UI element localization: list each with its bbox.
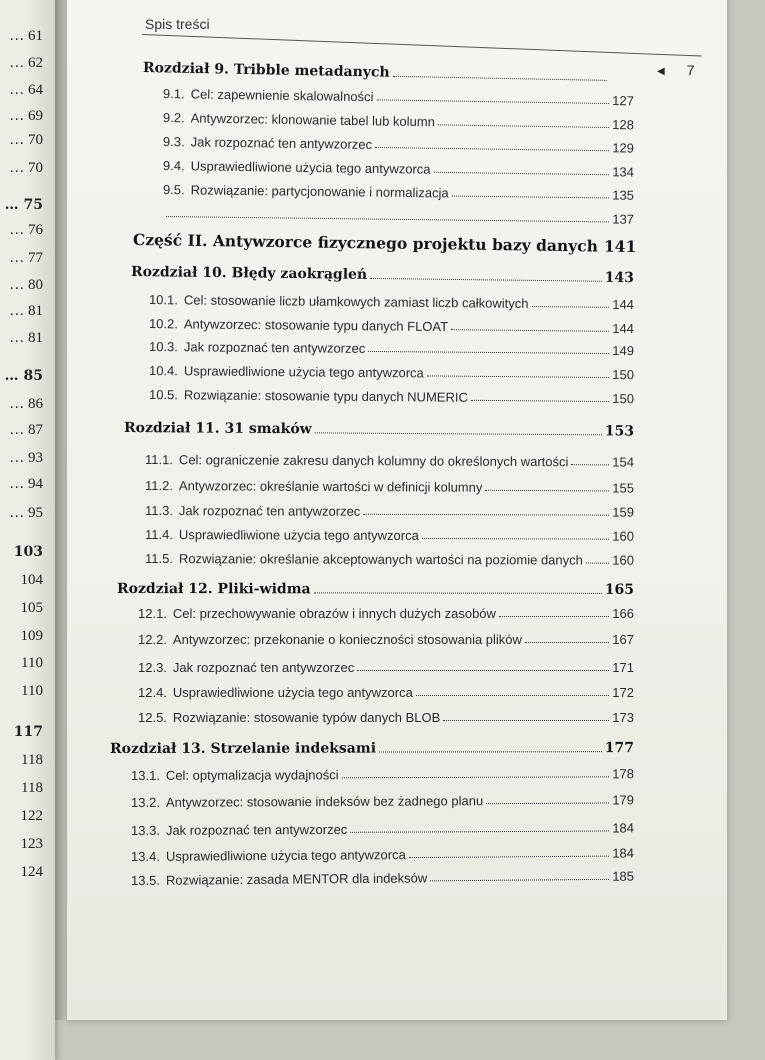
left-page-number: … 81 bbox=[9, 330, 43, 347]
toc-title-text: Rozdział 9. Tribble metadanych bbox=[143, 60, 390, 81]
left-page-number: 105 bbox=[21, 600, 44, 617]
left-page-number: … 93 bbox=[9, 450, 43, 467]
left-page-number: … 62 bbox=[9, 55, 43, 72]
toc-section-number: 12.1. bbox=[138, 606, 167, 621]
toc-title-text: Jak rozpoznać ten antywzorzec bbox=[184, 339, 365, 356]
left-page-number: 110 bbox=[21, 655, 43, 672]
left-page-number: 109 bbox=[21, 628, 44, 645]
toc-section-entry bbox=[163, 206, 634, 227]
toc-page-number: 185 bbox=[612, 869, 634, 884]
toc-entry-title bbox=[163, 158, 431, 177]
toc-title-text: Rozdział 13. Strzelanie indeksami bbox=[110, 741, 376, 757]
dot-leader bbox=[342, 776, 610, 778]
toc-page-number: 171 bbox=[612, 660, 634, 675]
left-page-number: 122 bbox=[21, 808, 44, 825]
toc-page-number: 184 bbox=[612, 845, 634, 860]
toc-entry-title bbox=[110, 741, 376, 757]
left-page-number: 117 bbox=[14, 724, 43, 740]
toc-section-entry bbox=[149, 292, 634, 312]
left-page-number: … 80 bbox=[9, 277, 43, 294]
dot-leader bbox=[438, 124, 609, 128]
dot-leader bbox=[430, 879, 609, 882]
toc-title-text: Rozwiązanie: zasada MENTOR dla indeksów bbox=[166, 870, 427, 887]
toc-section-number: 13.1. bbox=[131, 768, 160, 783]
dot-leader bbox=[368, 351, 609, 354]
toc-section-number: 10.3. bbox=[149, 339, 178, 354]
left-page-number: … 86 bbox=[9, 396, 43, 413]
left-page-number: 123 bbox=[21, 836, 44, 853]
toc-page-number: 165 bbox=[605, 582, 634, 598]
left-page-number: … 61 bbox=[9, 28, 43, 45]
toc-section-number: 13.5. bbox=[131, 873, 160, 888]
toc-page-number: 144 bbox=[612, 297, 634, 312]
dot-leader bbox=[531, 306, 609, 308]
toc-title-text: Rozdział 10. Błędy zaokrągleń bbox=[131, 264, 367, 283]
toc-section-entry bbox=[131, 869, 634, 888]
toc-section-entry bbox=[145, 478, 634, 496]
toc-page-number: 167 bbox=[612, 632, 634, 647]
toc-page-number: 150 bbox=[612, 367, 634, 382]
toc-entry-title bbox=[133, 230, 598, 255]
toc-entry-title bbox=[131, 793, 483, 810]
toc-page-number: 150 bbox=[612, 391, 634, 406]
toc-title-text: Jak rozpoznać ten antywzorzec bbox=[173, 660, 354, 675]
toc-page-number: 173 bbox=[612, 710, 634, 725]
toc-section-entry bbox=[149, 387, 634, 406]
left-page-number: 104 bbox=[21, 572, 44, 589]
toc-title-text: Jak rozpoznać ten antywzorzec bbox=[179, 503, 360, 519]
toc-entry-title bbox=[149, 363, 424, 380]
toc-page-number: 166 bbox=[612, 606, 634, 621]
dot-leader bbox=[315, 432, 602, 435]
toc-chapter-entry bbox=[110, 740, 634, 757]
toc-entry-title bbox=[163, 134, 372, 152]
toc-page-number: 153 bbox=[605, 423, 634, 439]
dot-leader bbox=[357, 670, 609, 671]
dot-leader bbox=[471, 400, 609, 402]
left-page-number: … 76 bbox=[9, 222, 43, 239]
left-page-number: 118 bbox=[21, 780, 43, 797]
toc-page-number: 143 bbox=[605, 270, 634, 286]
toc-title-text: Antywzorzec: klonowanie tabel lub kolumn bbox=[191, 110, 435, 129]
dot-leader bbox=[499, 616, 609, 617]
dot-leader bbox=[393, 76, 607, 81]
toc-entry-title bbox=[149, 316, 448, 334]
toc-section-entry bbox=[138, 710, 634, 725]
left-page-number: 118 bbox=[21, 752, 43, 769]
toc-entry-title bbox=[163, 110, 435, 129]
left-page-number: … 70 bbox=[9, 160, 43, 177]
toc-page-number: 129 bbox=[612, 140, 634, 155]
dot-leader bbox=[379, 751, 602, 752]
toc-section-entry bbox=[145, 452, 634, 470]
toc-page-number: 127 bbox=[612, 93, 634, 108]
toc-page-number: 159 bbox=[612, 505, 634, 520]
left-page-number: … 85 bbox=[5, 368, 43, 384]
toc-chapter-entry bbox=[124, 420, 634, 440]
toc-entry-title bbox=[131, 822, 347, 838]
toc-section-number: 11.4. bbox=[145, 527, 173, 542]
toc-title-text: Antywzorzec: przekonanie o konieczności stosowania plików bbox=[173, 632, 522, 647]
folio-marker-icon: ◀ bbox=[657, 66, 665, 77]
dot-leader bbox=[416, 695, 609, 696]
toc-section-entry bbox=[163, 86, 634, 108]
left-page-number: … 81 bbox=[9, 303, 43, 320]
toc-section-number: 9.2. bbox=[163, 110, 185, 125]
folio-number: 7 bbox=[687, 62, 695, 78]
toc-section-number: 12.5. bbox=[138, 710, 167, 725]
toc-page-number: 155 bbox=[612, 480, 634, 495]
toc-section-entry bbox=[163, 158, 634, 180]
toc-section-entry bbox=[131, 845, 634, 864]
dot-leader bbox=[427, 375, 609, 378]
toc-section-number: 10.1. bbox=[149, 292, 178, 307]
toc-page-number: 179 bbox=[612, 792, 634, 807]
toc-page-number: 128 bbox=[612, 117, 634, 132]
toc-section-number: 9.4. bbox=[163, 158, 185, 173]
toc-section-number: 11.5. bbox=[145, 551, 173, 566]
toc-page-number: 172 bbox=[612, 685, 634, 700]
toc-entry-title bbox=[145, 452, 568, 469]
left-page-number: 110 bbox=[21, 683, 43, 700]
toc-title-text: Rozwiązanie: stosowanie typu danych NUMERIC bbox=[184, 387, 468, 404]
toc-section-entry bbox=[149, 316, 634, 336]
toc-title-text: Usprawiedliwione użycia tego antywzorca bbox=[184, 363, 424, 380]
toc-entry-title bbox=[145, 527, 419, 543]
toc-title-text: Antywzorzec: określanie wartości w definicji kolumny bbox=[179, 478, 483, 495]
left-page-number: … 69 bbox=[9, 108, 43, 125]
left-page-number: … 94 bbox=[9, 476, 43, 493]
toc-chapter-entry bbox=[143, 60, 610, 85]
toc-page-number: 144 bbox=[612, 321, 634, 336]
toc-entry-title bbox=[138, 710, 440, 725]
toc-entry-title bbox=[131, 767, 339, 783]
dot-leader bbox=[422, 538, 609, 540]
toc-title-text: Rozdział 12. Pliki-widma bbox=[117, 581, 311, 597]
dot-leader bbox=[166, 216, 609, 222]
toc-entry-title bbox=[131, 870, 427, 888]
toc-section-number: 13.4. bbox=[131, 849, 160, 864]
left-page-number: … 64 bbox=[9, 82, 43, 99]
toc-title-text: Usprawiedliwione użycia tego antywzorca bbox=[173, 685, 413, 700]
toc-title-text: Usprawiedliwione użycia tego antywzorca bbox=[166, 847, 406, 864]
left-page-number: 103 bbox=[14, 544, 43, 560]
toc-entry-title bbox=[163, 182, 449, 200]
toc-title-text: Cel: stosowanie liczb ułamkowych zamiast liczb całkowitych bbox=[184, 292, 529, 311]
toc-section-entry bbox=[138, 685, 634, 700]
toc-page-number: 177 bbox=[605, 740, 634, 756]
left-page-number: … 87 bbox=[9, 422, 43, 439]
toc-page-number: 149 bbox=[612, 343, 634, 358]
toc-title-text: Rozdział 11. 31 smaków bbox=[124, 420, 312, 437]
toc-entry-title bbox=[145, 503, 360, 519]
toc-page-number: 137 bbox=[612, 211, 634, 226]
toc-title-text: Cel: przechowywanie obrazów i innych dużych zasobów bbox=[173, 606, 496, 621]
dot-leader bbox=[370, 278, 602, 282]
dot-leader bbox=[486, 802, 609, 804]
toc-entry-title bbox=[145, 478, 482, 495]
toc-entry-title bbox=[149, 387, 468, 405]
toc-entry-title bbox=[143, 60, 390, 81]
toc-entry-title bbox=[145, 551, 583, 568]
toc-section-number: 12.4. bbox=[138, 685, 167, 700]
toc-section-number: 11.3. bbox=[145, 503, 173, 518]
toc-entry-title bbox=[163, 86, 374, 104]
dot-leader bbox=[314, 592, 602, 594]
toc-section-number: 11.1. bbox=[145, 452, 173, 467]
toc-section-entry bbox=[145, 527, 634, 544]
toc-title-text: Jak rozpoznać ten antywzorzec bbox=[191, 134, 373, 152]
toc-section-entry bbox=[138, 606, 634, 621]
toc-entry-title bbox=[131, 847, 406, 864]
left-page-number: … 95 bbox=[9, 505, 43, 522]
toc-entry-title bbox=[117, 581, 311, 597]
toc-section-number: 13.2. bbox=[131, 795, 160, 810]
toc-section-entry bbox=[131, 766, 634, 783]
toc-page-number: 135 bbox=[612, 187, 634, 202]
toc-title-text: Usprawiedliwione użycia tego antywzorca bbox=[179, 527, 419, 543]
toc-section-number: 10.5. bbox=[149, 387, 178, 402]
toc-section-number: 12.2. bbox=[138, 632, 167, 647]
toc-section-entry bbox=[149, 363, 634, 382]
left-page-number: 124 bbox=[21, 864, 44, 881]
toc-entry-title bbox=[149, 339, 365, 356]
toc-title-text: Rozwiązanie: określanie akceptowanych wartości na poziomie danych bbox=[179, 551, 583, 567]
toc-section-entry bbox=[145, 551, 634, 568]
toc-section-entry bbox=[145, 503, 634, 520]
toc-chapter-entry bbox=[131, 264, 634, 286]
toc-entry-title bbox=[138, 632, 522, 647]
toc-entry-title bbox=[138, 660, 354, 675]
toc-title-text: Jak rozpoznać ten antywzorzec bbox=[166, 822, 347, 838]
toc-chapter-entry bbox=[117, 581, 634, 598]
toc-title-text: Cel: ograniczenie zakresu danych kolumny do określonych wartości bbox=[179, 452, 569, 469]
toc-section-number: 10.2. bbox=[149, 316, 178, 331]
toc-title-text: Cel: optymalizacja wydajności bbox=[166, 767, 339, 783]
toc-page-number: 160 bbox=[612, 529, 634, 544]
dot-leader bbox=[586, 563, 609, 564]
toc-page-number: 154 bbox=[612, 454, 634, 469]
dot-leader bbox=[363, 514, 609, 516]
dot-leader bbox=[525, 642, 609, 643]
toc-title-text: Rozwiązanie: stosowanie typów danych BLOB bbox=[173, 710, 440, 725]
toc-entry-title bbox=[131, 264, 367, 283]
toc-section-entry bbox=[163, 182, 634, 203]
dot-leader bbox=[485, 490, 609, 492]
dot-leader bbox=[571, 464, 609, 465]
toc-section-number: 9.1. bbox=[163, 86, 185, 101]
toc-section-number: 9.5. bbox=[163, 182, 185, 197]
toc-title-text: Cel: zapewnienie skalowalności bbox=[191, 86, 374, 104]
toc-section-number: 10.4. bbox=[149, 363, 178, 378]
dot-leader bbox=[434, 172, 610, 175]
toc-section-number: 12.3. bbox=[138, 660, 167, 675]
toc-entry-title bbox=[149, 292, 529, 311]
dot-leader bbox=[409, 856, 609, 858]
toc-page-number: 178 bbox=[612, 766, 634, 781]
dot-leader bbox=[350, 830, 609, 832]
toc-section-entry bbox=[149, 339, 634, 358]
dot-leader bbox=[443, 720, 609, 721]
toc-section-number: 13.3. bbox=[131, 823, 160, 838]
toc-section-entry bbox=[138, 632, 634, 647]
dot-leader bbox=[451, 329, 609, 332]
toc-section-entry bbox=[163, 134, 634, 156]
toc-section-entry bbox=[131, 792, 634, 810]
toc-page-number: 141 bbox=[604, 237, 637, 256]
toc-section-entry bbox=[138, 660, 634, 675]
toc-part-entry bbox=[133, 230, 634, 256]
left-page-number: … 77 bbox=[9, 250, 43, 267]
toc-section-number: 11.2. bbox=[145, 478, 173, 493]
toc-page-number: 134 bbox=[612, 164, 634, 179]
toc-title-text: Rozwiązanie: partycjonowanie i normalizacja bbox=[191, 182, 449, 200]
toc-entry-title bbox=[138, 606, 496, 621]
left-page-number: … 75 bbox=[5, 197, 43, 213]
toc-title-text: Antywzorzec: stosowanie typu danych FLOAT bbox=[184, 316, 448, 334]
toc-title-text: Część II. Antywzorce fizycznego projektu bazy danych bbox=[133, 230, 598, 255]
running-header: Spis treści bbox=[145, 16, 210, 32]
toc-section-number: 9.3. bbox=[163, 134, 185, 149]
dot-leader bbox=[375, 147, 609, 151]
toc-title-text: Antywzorzec: stosowanie indeksów bez żadnego planu bbox=[166, 793, 483, 810]
toc-entry-title bbox=[124, 420, 312, 437]
toc-page-number: 160 bbox=[612, 553, 634, 568]
toc-title-text: Usprawiedliwione użycia tego antywzorca bbox=[191, 158, 431, 176]
toc-section-entry bbox=[131, 820, 634, 838]
dot-leader bbox=[452, 196, 610, 199]
dot-leader bbox=[376, 99, 609, 104]
left-page-number: … 70 bbox=[9, 132, 43, 149]
toc-entry-title bbox=[138, 685, 413, 700]
toc-section-entry bbox=[163, 110, 634, 132]
toc-page-number: 184 bbox=[612, 820, 634, 835]
